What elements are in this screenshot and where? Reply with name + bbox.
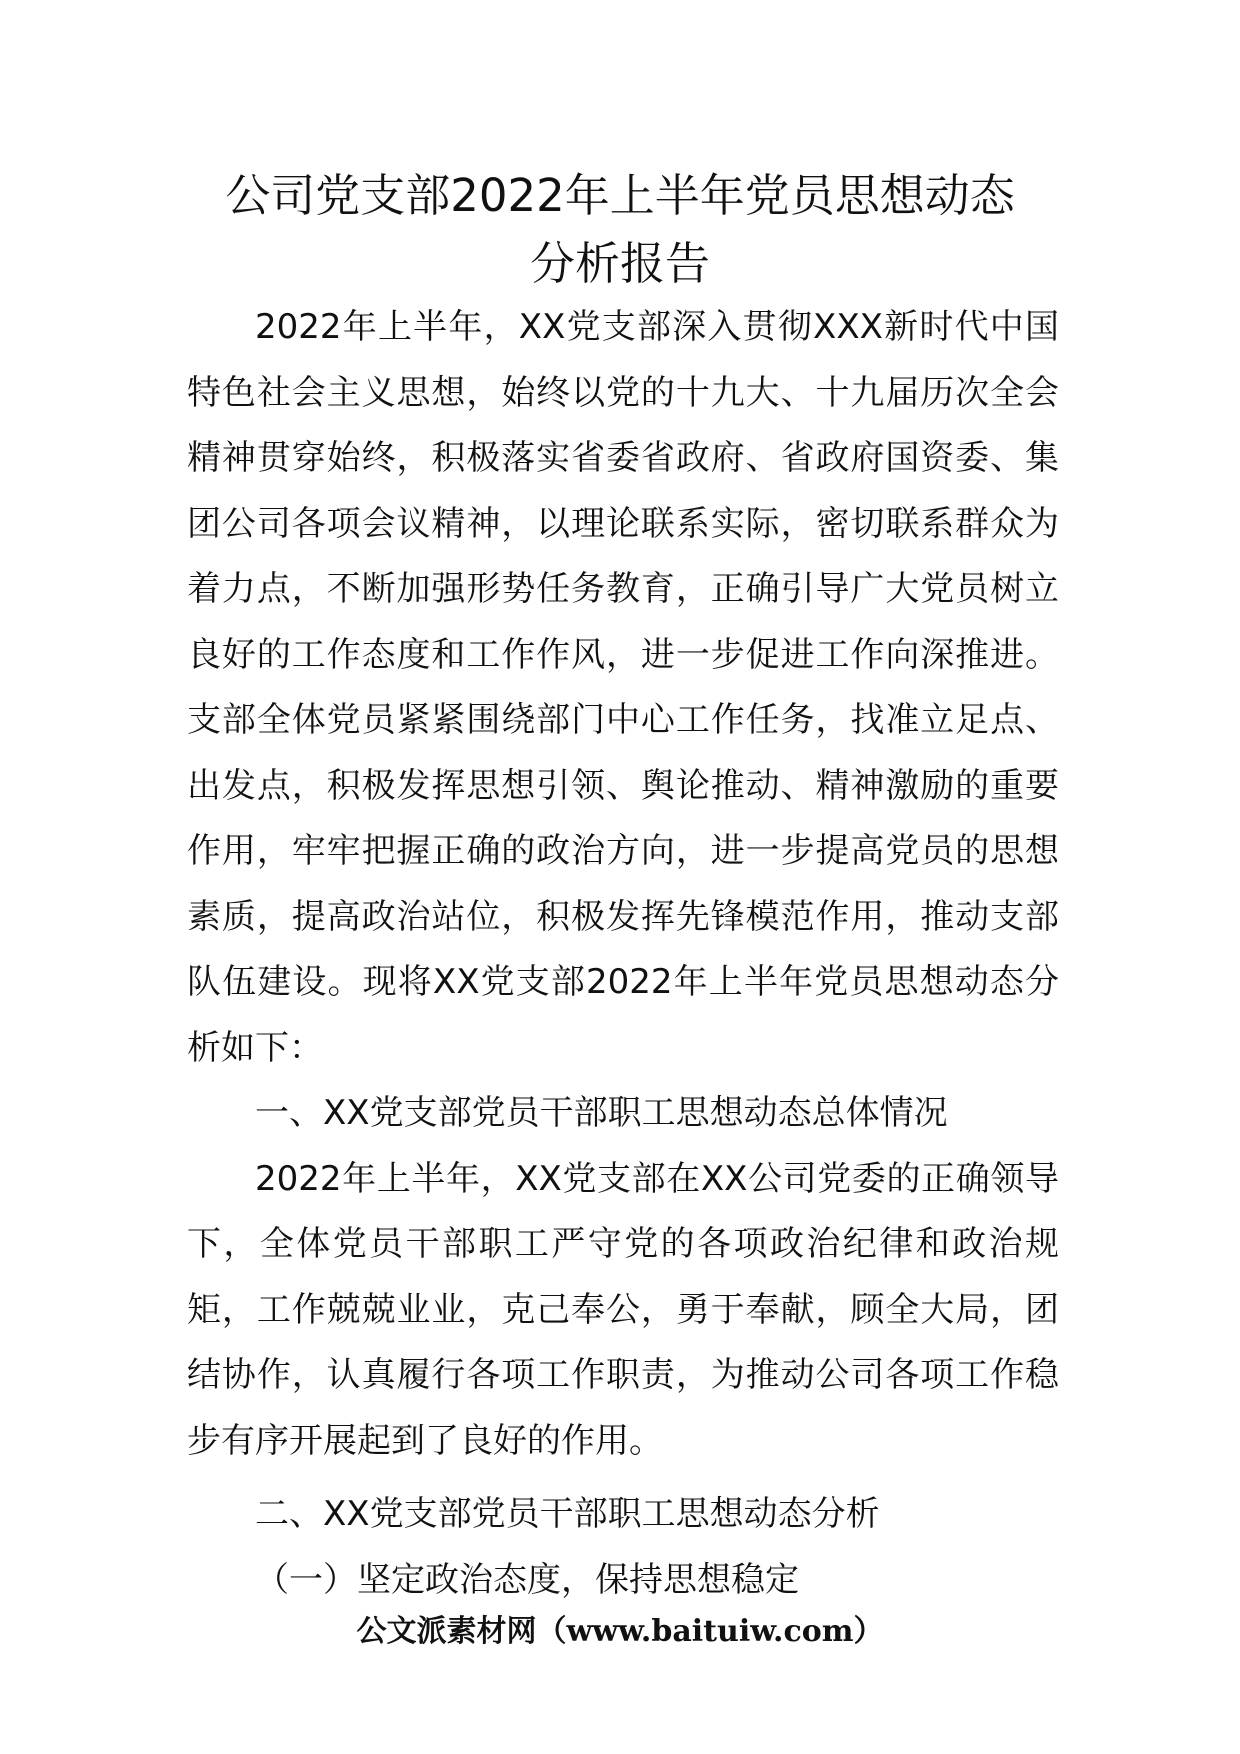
section-1-paragraph: 2022年上半年，XX党支部在XX公司党委的正确领导下，全体党员干部职工严守党的各项政治纪律和政治规矩，工作兢兢业业，克己奉公，勇于奉献，顾全大局，团结协作，认真履行各项工作职责，为推动公司各项工作稳步有序开展起到了良好的作用。: [187, 1158, 1059, 1461]
section-heading-2: 二、XX党支部党员干部职工思想动态分析: [255, 1494, 880, 1534]
footer-watermark: 公文派素材网（www.baituiw.com）: [356, 1614, 884, 1649]
document-title-line-2: 分析报告: [529, 237, 710, 290]
document-body: [187, 295, 1059, 1613]
intro-paragraph: 2022年上半年，XX党支部深入贯彻XXX新时代中国特色社会主义思想，始终以党的十九大、十九届历次全会精神贯穿始终，积极落实省委省政府、省政府国资委、集团公司各项会议精神，以理论联系实际，密切联系群众为着力点，不断加强形势任务教育，正确引导广大党员树立良好的工作态度和工作作风，进一步促进工作向深推进。支部全体党员紧紧围绕部门中心工作任务，找准立足点、出发点，积极发挥思想引领、舆论推动、精神激励的重要作用，牢牢把握正确的政治方向，进一步提高党员的思想素质，提高政治站位，积极发挥先锋模范作用，推动支部队伍建设。现将XX党支部2022年上半年党员思想动态分析如下：: [187, 307, 1059, 1068]
subsection-heading-1: （一）坚定政治态度，保持思想稳定: [255, 1559, 799, 1600]
document-title-line-1: 公司党支部2022年上半年党员思想动态: [225, 169, 1015, 222]
section-heading-1: 一、XX党支部党员干部职工思想动态总体情况: [255, 1093, 948, 1133]
